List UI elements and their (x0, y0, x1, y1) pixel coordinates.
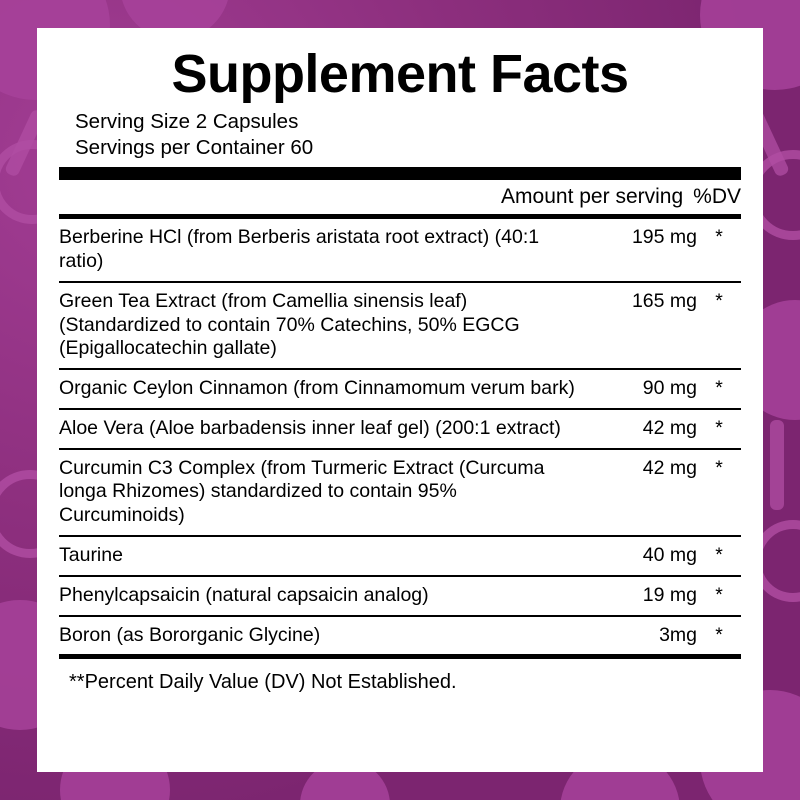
ingredient-dv: * (697, 219, 741, 282)
background-connector (770, 420, 784, 510)
ingredient-dv: * (697, 449, 741, 536)
ingredient-amount: 42 mg (575, 449, 697, 536)
footnote: **Percent Daily Value (DV) Not Established. (69, 671, 457, 694)
table-row (59, 409, 741, 449)
ingredient-amount: 90 mg (575, 369, 697, 409)
ingredient-dv: * (715, 623, 723, 646)
servings-per-container: Servings per Container 60 (75, 135, 314, 159)
ingredient-amount: 42 mg (575, 409, 697, 449)
ingredient-name: Green Tea Extract (from Camellia sinensis leaf) (Standardized to contain 70% Catechins, 50% EGCG (Epigallocatechin gallate) (59, 282, 575, 369)
ingredient-amount: 165 mg (575, 282, 697, 369)
ingredient-name: Organic Ceylon Cinnamon (from Cinnamomum verum bark) (59, 369, 575, 409)
amount-per-serving-header (59, 180, 741, 214)
table-row (59, 219, 741, 282)
divider-thick-top (59, 167, 741, 180)
ingredient-dv: * (697, 536, 741, 576)
table-row (59, 576, 741, 616)
ingredient-name: Curcumin C3 Complex (from Turmeric Extract (Curcuma longa Rhizomes) standardized to contain 95% Curcuminoids) (59, 449, 575, 536)
supplement-facts-panel (37, 28, 763, 772)
dv-label: %DV (693, 185, 741, 209)
ingredient-amount: 19 mg (575, 576, 697, 616)
ingredient-name: Boron (as Bororganic Glycine) (59, 623, 321, 646)
ingredient-amount: 3mg (659, 623, 697, 646)
ingredient-name: Taurine (59, 536, 575, 576)
ingredients-table (59, 219, 741, 654)
ingredient-dv: * (697, 409, 741, 449)
page-title: Supplement Facts (171, 44, 629, 104)
table-row (59, 369, 741, 409)
serving-size: Serving Size 2 Capsules (75, 109, 299, 133)
amount-per-serving-label: Amount per serving (501, 185, 684, 209)
ingredient-name: Aloe Vera (Aloe barbadensis inner leaf gel) (200:1 extract) (59, 409, 575, 449)
ingredient-dv: * (697, 369, 741, 409)
ingredient-name: Phenylcapsaicin (natural capsaicin analog) (59, 576, 575, 616)
table-row (59, 616, 741, 655)
ingredient-amount: 40 mg (575, 536, 697, 576)
table-row (59, 282, 741, 369)
ingredient-dv: * (697, 282, 741, 369)
table-row (59, 536, 741, 576)
table-row (59, 449, 741, 536)
ingredient-dv: * (697, 576, 741, 616)
serving-info (59, 109, 741, 161)
ingredient-amount: 195 mg (575, 219, 697, 282)
ingredient-name: Berberine HCl (from Berberis aristata root extract) (40:1 ratio) (59, 219, 575, 282)
